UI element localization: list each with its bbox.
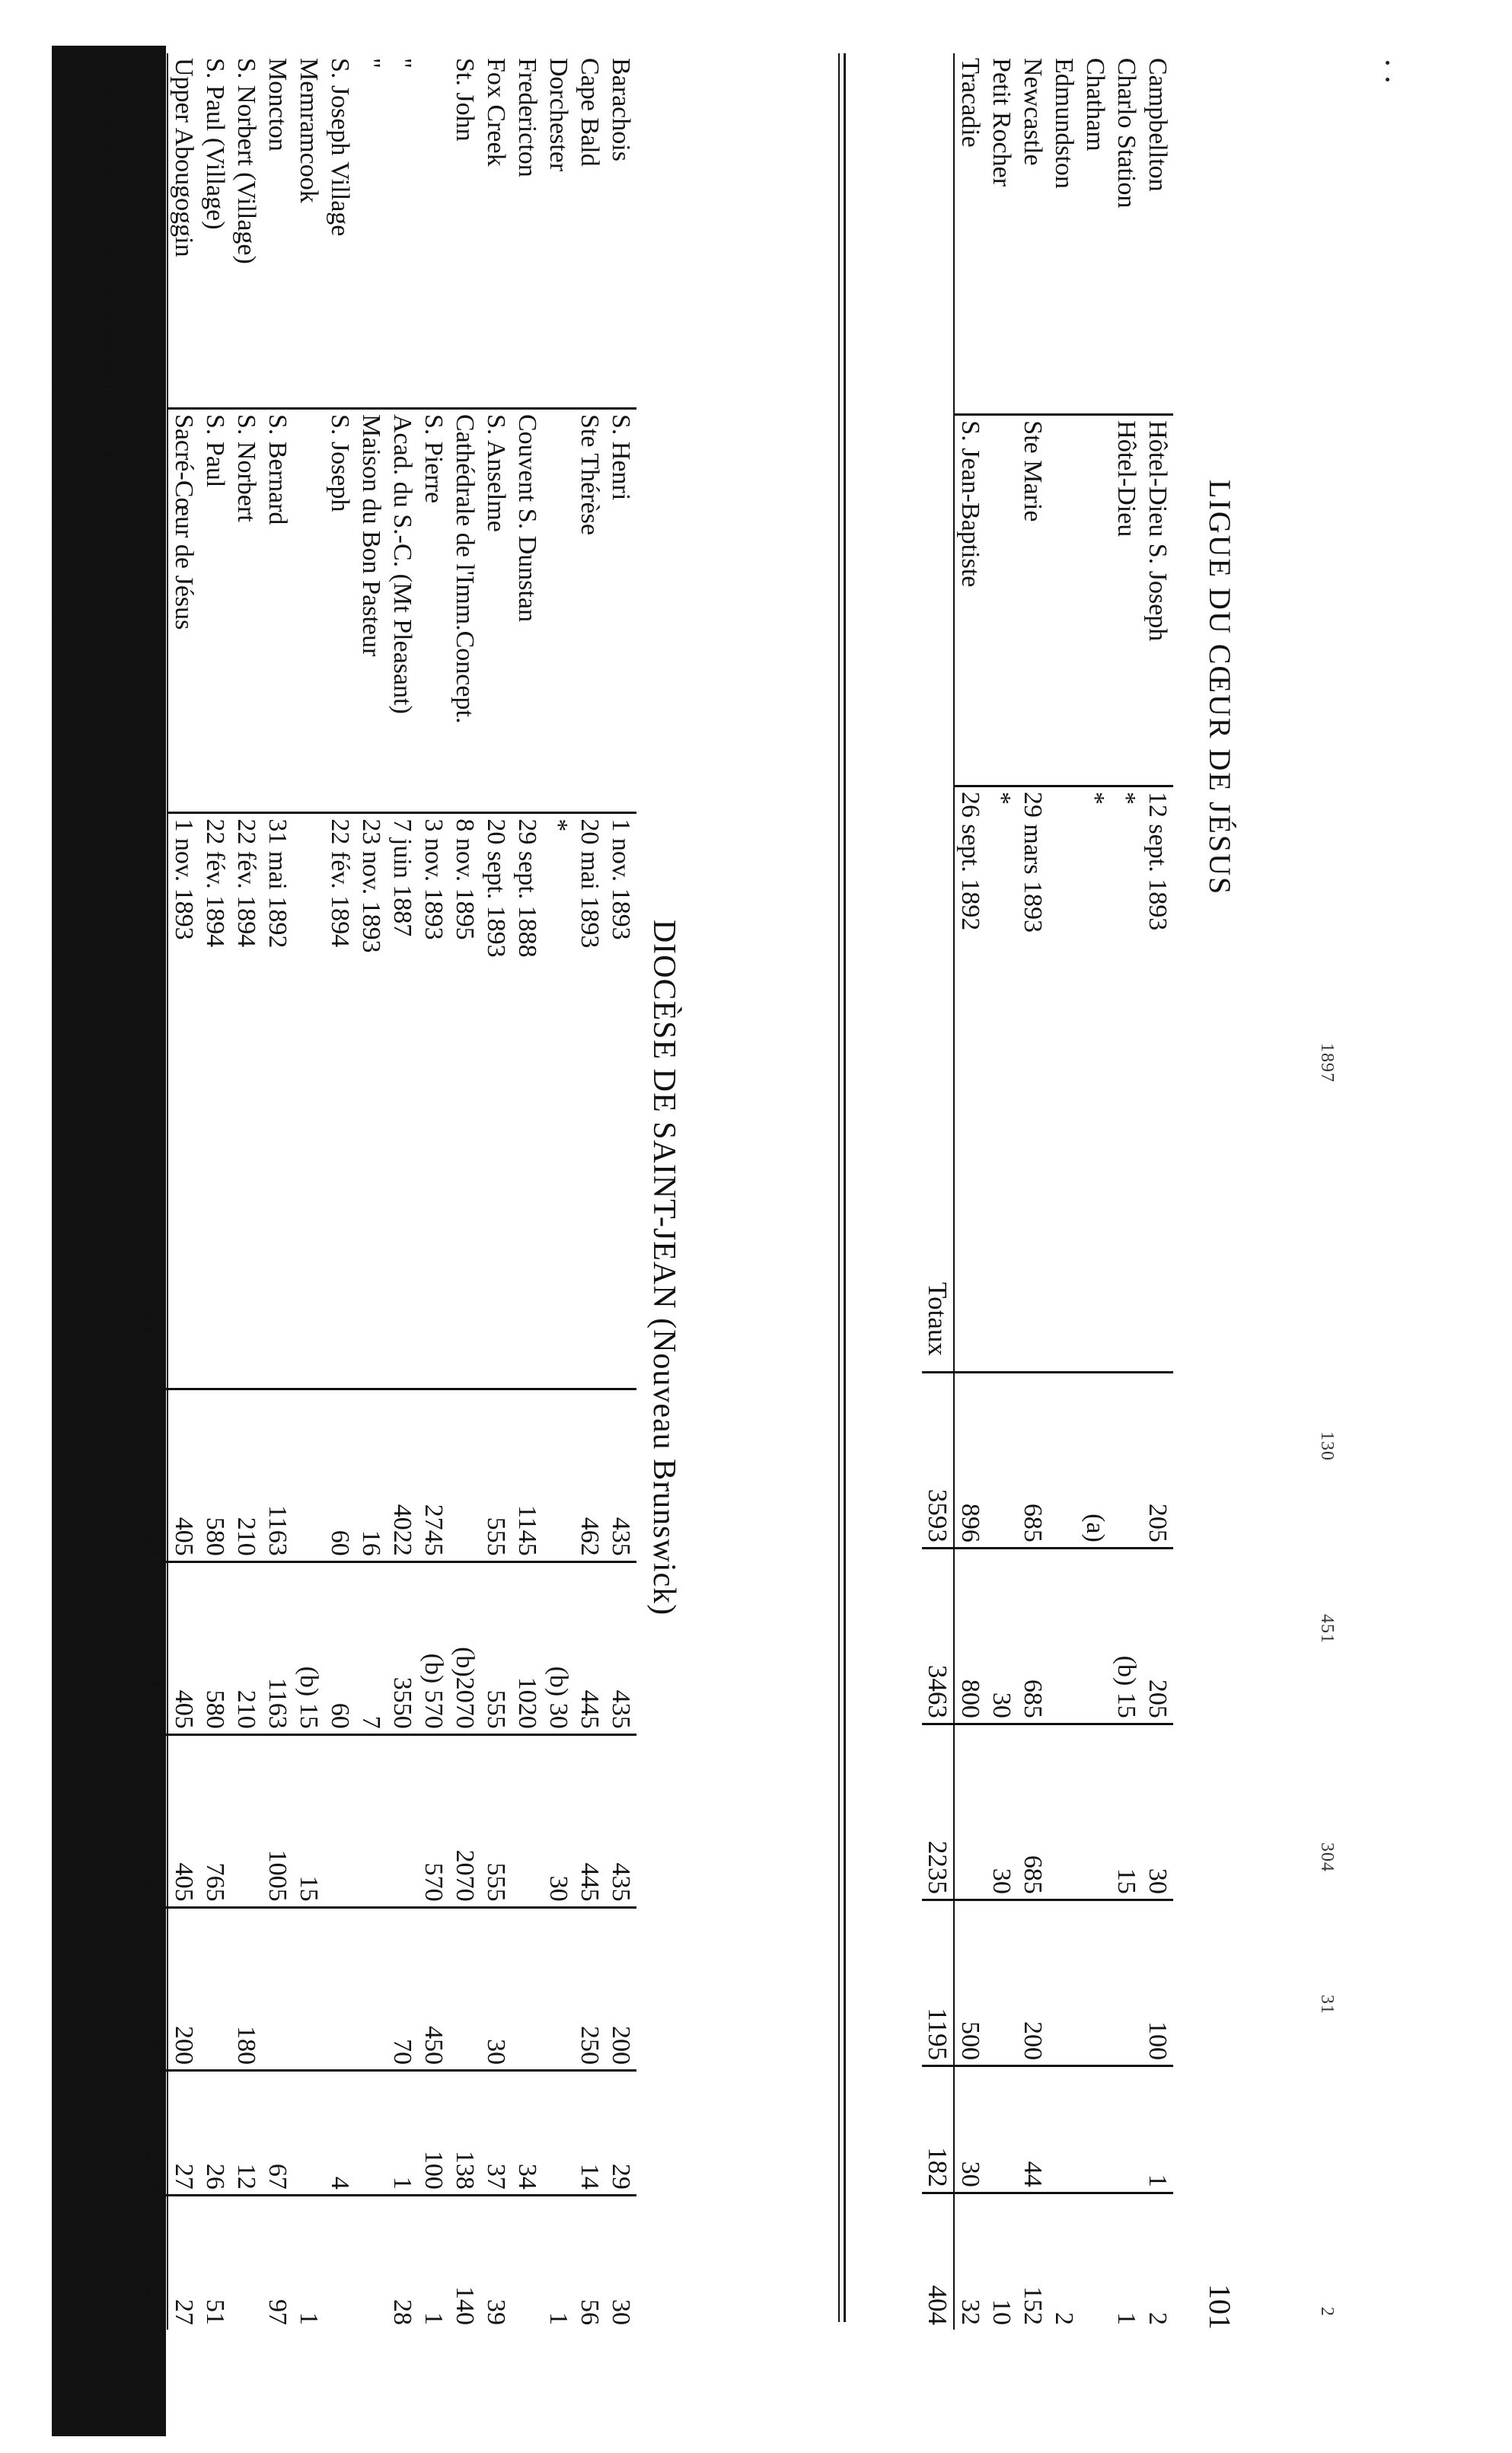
count-cell-c4 [1111,1900,1142,2065]
count-cell-c4: 100 [1142,1900,1173,2065]
cropped-number: 2 [1317,2307,1337,2317]
spacer-cell [449,1130,480,1389]
count-cell-c2: 205 [1142,1548,1173,1724]
count-cell-c6: 28 [387,2195,418,2330]
spacer-cell [231,1130,262,1389]
count-cell-c1: 435 [605,1389,636,1561]
spacer-cell [167,1130,199,1389]
date-cell: 22 fév. 1894 [324,813,356,1130]
parish-cell: St. John [451,58,480,142]
date-cell: 22 fév. 1894 [231,813,262,1130]
spacer-cell [543,1130,574,1389]
table-row [293,53,324,2330]
count-cell-c6: 32 [954,2193,986,2330]
count-cell-c2: 435 [605,1561,636,1734]
centre-cell: Acad. du S.-C. (Mt Pleasant) [387,409,418,813]
count-cell-c2: 1020 [512,1561,543,1734]
footnote-rule [128,53,130,2322]
centre-cell [1048,415,1080,786]
count-cell-c5: 26 [199,2071,231,2196]
count-cell-c5 [1048,2065,1080,2193]
table-row [512,53,543,2330]
count-cell-c2: 685 [1017,1548,1048,1724]
date-cell: * [1111,786,1142,1108]
date-cell: 7 juin 1887 [387,813,418,1130]
parish-cell: Dorchester [544,58,573,172]
count-cell-c6: 56 [574,2195,605,2330]
count-cell-c1: 205 [1142,1372,1173,1548]
centre-cell: S. Henri [605,409,636,813]
total-cell-c2: 3463 [922,1548,954,1724]
count-cell-c3 [954,1724,986,1900]
count-cell-c4: 70 [387,1907,418,2070]
count-cell-c3: 685 [1017,1724,1048,1900]
spacer-cell [1111,1108,1142,1372]
count-cell-c3: 15 [293,1734,324,1907]
count-cell-c5: 27 [167,2071,199,2196]
date-cell: 29 mars 1893 [1017,786,1048,1108]
count-cell-c5 [356,2071,387,2196]
count-cell-c3: 405 [167,1734,199,1907]
count-cell-c1: 1163 [262,1389,293,1561]
count-cell-c3: 30 [986,1724,1017,1900]
date-cell: 29 sept. 1888 [512,813,543,1130]
total-cell-c3: 6295 [136,1734,167,1907]
centre-cell [1080,415,1111,786]
table-row [1142,53,1173,2330]
spacer-cell [356,1130,387,1389]
date-cell: 1 nov. 1893 [605,813,636,1130]
diocese-heading: DIOCÈSE DE SAINT-JEAN (Nouveau Brunswick) [646,919,681,1616]
count-cell-c5: 12 [231,2071,262,2196]
count-cell-c6: 30 [605,2195,636,2330]
parish-cell: Fox Creek [482,58,511,167]
count-cell-c3 [1048,1724,1080,1900]
count-cell-c1: 462 [574,1389,605,1561]
count-cell-c2: (b) 15 [293,1561,324,1734]
count-cell-c5: 100 [418,2071,449,2196]
count-cell-c1: 210 [231,1389,262,1561]
running-header [1192,297,1238,2330]
parish-cell: " [357,58,386,69]
count-cell-c6 [1080,2193,1111,2330]
count-cell-c2: 555 [480,1561,512,1734]
total-cell-c6: 471 [136,2195,167,2330]
parish-cell: Upper Abougoggin [170,58,199,257]
count-cell-c4 [449,1907,480,2070]
total-cell-c1: 11798 [136,1389,167,1561]
table-row [543,53,574,2330]
count-cell-c2 [1080,1548,1111,1724]
centre-cell: Ste Thérèse [574,409,605,813]
totals-label: Totaux [136,53,167,1389]
count-cell-c3: 30 [543,1734,574,1907]
table-row [480,53,512,2330]
total-cell-c1: 3593 [922,1372,954,1548]
count-cell-c2: 7 [356,1561,387,1734]
count-cell-c4: 250 [574,1907,605,2070]
count-cell-c2: 30 [986,1548,1017,1724]
count-cell-c2 [1048,1548,1080,1724]
date-cell: 22 fév. 1894 [199,813,231,1130]
parish-cell: Memramcook [295,58,324,203]
count-cell-c6: 1 [1111,2193,1142,2330]
count-cell-c3 [231,1734,262,1907]
centre-cell [986,415,1017,786]
date-cell: * [986,786,1017,1108]
parish-cell [418,53,449,409]
count-cell-c3: 555 [480,1734,512,1907]
spacer-cell [512,1130,543,1389]
table-row [387,53,418,2330]
table-row [449,53,480,2330]
spacer-cell [986,1108,1017,1372]
date-cell: 20 sept. 1893 [480,813,512,1130]
count-cell-c6: 1 [543,2195,574,2330]
total-cell-c3: 2235 [922,1724,954,1900]
spacer-cell [1048,1108,1080,1372]
spacer-cell [199,1130,231,1389]
count-cell-c5: 138 [449,2071,480,2196]
date-cell: 12 sept. 1893 [1142,786,1173,1108]
count-cell-c4: 180 [231,1907,262,2070]
count-cell-c5: 34 [512,2071,543,2196]
centre-cell: S. Bernard [262,409,293,813]
count-cell-c4 [1080,1900,1111,2065]
parish-cell: S. Paul (Village) [201,58,230,230]
table-archdiocese-section [922,53,1173,2330]
count-cell-c5: 4 [324,2071,356,2196]
count-cell-c3: 15 [1111,1724,1142,1900]
count-cell-c2: 1163 [262,1561,293,1734]
spacer-cell [480,1130,512,1389]
count-cell-c6: 2 [1048,2193,1080,2330]
count-cell-c1: 4022 [387,1389,418,1561]
spacer-cell [954,1108,986,1372]
count-cell-c4: 500 [954,1900,986,2065]
count-cell-c1 [449,1389,480,1561]
centre-cell: Ste Marie [1017,415,1048,786]
page-number: 101 [1203,2284,1237,2330]
count-cell-c5 [293,2071,324,2196]
count-cell-c1: 555 [480,1389,512,1561]
count-cell-c1: 405 [167,1389,199,1561]
spacer-cell [418,1130,449,1389]
count-cell-c6: 1 [293,2195,324,2330]
count-cell-c1: 60 [324,1389,356,1561]
centre-cell: Cathédrale de l'Imm.Concept. [449,409,480,813]
date-cell: * [1080,786,1111,1108]
spacer-cell [1142,1108,1173,1372]
count-cell-c2: 580 [199,1561,231,1734]
cropped-number: 451 [1317,1614,1337,1644]
count-cell-c5 [543,2071,574,2196]
count-cell-c4 [324,1907,356,2070]
count-cell-c6 [324,2195,356,2330]
table-row [199,53,231,2330]
parish-cell: Tracadie [956,58,985,148]
count-cell-c4 [512,1907,543,2070]
count-cell-c3 [356,1734,387,1907]
count-cell-c6: 152 [1017,2193,1048,2330]
total-cell-c5: 489 [136,2071,167,2196]
table-row [231,53,262,2330]
centre-cell: Couvent S. Dunstan [512,409,543,813]
count-cell-c4 [986,1900,1017,2065]
count-cell-c5: 44 [1017,2065,1048,2193]
totals-row [136,53,167,2330]
count-cell-c6 [231,2195,262,2330]
date-cell: 20 mai 1893 [574,813,605,1130]
table-saint-jean-diocese [136,53,636,2330]
count-cell-c6: 2 [1142,2193,1173,2330]
total-cell-c2: 11115 [136,1561,167,1734]
count-cell-c2: (b) 15 [1111,1548,1142,1724]
footnote: * L'agrégation de ce Centre ne figure pas sur nos Registres. [99,53,119,488]
parish-cell: Newcastle [1019,58,1048,166]
count-cell-c1: 685 [1017,1372,1048,1548]
spacer-cell [605,1130,636,1389]
date-cell: 3 nov. 1893 [418,813,449,1130]
cropped-number: 1897 [1317,1043,1337,1083]
centre-cell: S. Jean-Baptiste [954,415,986,786]
count-cell-c4 [262,1907,293,2070]
count-cell-c2: (b) 570 [418,1561,449,1734]
count-cell-c2: 210 [231,1561,262,1734]
centre-cell: Hôtel-Dieu S. Joseph [1142,415,1173,786]
table-row [1080,53,1111,2330]
table-row [954,53,986,2330]
count-cell-c5 [1080,2065,1111,2193]
date-cell [1048,786,1080,1108]
count-cell-c5: 30 [954,2065,986,2193]
table-row [262,53,293,2330]
centre-cell: S. Joseph [324,409,356,813]
totals-row [922,53,954,2330]
spacer-cell [574,1130,605,1389]
centre-cell [543,409,574,813]
date-cell: 26 sept. 1892 [954,786,986,1108]
total-cell-c5: 182 [922,2065,954,2193]
count-cell-c5: 14 [574,2071,605,2196]
footnote: (a) Le rapport de ce Centre ne nous est pas parvenu. [76,53,96,434]
centre-cell: S. Pierre [418,409,449,813]
count-cell-c2: (b)2070 [449,1561,480,1734]
count-cell-c4 [199,1907,231,2070]
table-row [324,53,356,2330]
table-row [574,53,605,2330]
count-cell-c6: 27 [167,2195,199,2330]
count-cell-c5 [1111,2065,1142,2193]
total-cell-c4: 1195 [922,1900,954,2065]
count-cell-c3 [387,1734,418,1907]
count-cell-c3 [1080,1724,1111,1900]
count-cell-c2: 60 [324,1561,356,1734]
count-cell-c1: 580 [199,1389,231,1561]
count-cell-c3: 445 [574,1734,605,1907]
count-cell-c4 [543,1907,574,2070]
table-row [1017,53,1048,2330]
count-cell-c1: 16 [356,1389,387,1561]
total-cell-c6: 404 [922,2193,954,2330]
totals-label: Totaux [922,53,954,1372]
count-cell-c5: 37 [480,2071,512,2196]
count-cell-c5: 1 [1142,2065,1173,2193]
table-row [418,53,449,2330]
count-cell-c1 [543,1389,574,1561]
count-cell-c5: 1 [387,2071,418,2196]
count-cell-c5 [986,2065,1017,2193]
count-cell-c1 [1111,1372,1142,1548]
count-cell-c6: 97 [262,2195,293,2330]
date-cell: 23 nov. 1893 [356,813,387,1130]
centre-cell: S. Paul [199,409,231,813]
count-cell-c4: 30 [480,1907,512,2070]
count-cell-c1: 1145 [512,1389,543,1561]
count-cell-c3: 435 [605,1734,636,1907]
count-cell-c1: 896 [954,1372,986,1548]
table-row [1111,53,1142,2330]
parish-cell: " [388,58,417,69]
count-cell-c6: 51 [199,2195,231,2330]
centre-cell: Hôtel-Dieu [1111,415,1142,786]
count-cell-c6: 140 [449,2195,480,2330]
count-cell-c2: 3550 [387,1561,418,1734]
parish-cell: Edmundston [1050,58,1079,189]
centre-cell [293,409,324,813]
count-cell-c6: 1 [418,2195,449,2330]
date-cell: 1 nov. 1893 [167,813,199,1130]
count-cell-c2: 405 [167,1561,199,1734]
table-row [605,53,636,2330]
centre-cell: S. Anselme [480,409,512,813]
footnote: (b) Le nombre des membres actuels du 1er degré ne nous ayant pas été fourni, nous l'avons évalué d'après celui du 2ème degré. [53,53,73,984]
spacer-cell [262,1130,293,1389]
total-cell-c4: 1380 [136,1907,167,2070]
count-cell-c4: 450 [418,1907,449,2070]
table-row [356,53,387,2330]
count-cell-c5: 67 [262,2071,293,2196]
count-cell-c2: 445 [574,1561,605,1734]
count-cell-c3 [512,1734,543,1907]
page-title: LIGUE DU CŒUR DE JÉSUS [1203,480,1237,896]
count-cell-c1 [986,1372,1017,1548]
count-cell-c4: 200 [1017,1900,1048,2065]
count-cell-c4 [293,1907,324,2070]
count-cell-c5: 29 [605,2071,636,2196]
parish-cell: Barachois [607,58,636,161]
parish-cell: Cape Bald [576,58,604,167]
count-cell-c3: 1005 [262,1734,293,1907]
spacer-cell [293,1130,324,1389]
spacer-cell [324,1130,356,1389]
count-cell-c4: 200 [167,1907,199,2070]
parish-cell: Moncton [263,58,292,152]
date-cell [293,813,324,1130]
count-cell-c4 [356,1907,387,2070]
count-cell-c3 [324,1734,356,1907]
count-cell-c1: (a) [1080,1372,1111,1548]
parish-cell: Campbellton [1144,58,1172,192]
date-cell: 31 mai 1892 [262,813,293,1130]
spacer-cell [1080,1108,1111,1372]
count-cell-c3: 2070 [449,1734,480,1907]
count-cell-c1: 2745 [418,1389,449,1561]
count-cell-c3: 30 [1142,1724,1173,1900]
count-cell-c3: 765 [199,1734,231,1907]
centre-cell: S. Norbert [231,409,262,813]
table-row [167,53,199,2330]
count-cell-c2: 800 [954,1548,986,1724]
parish-cell: S. Joseph Village [326,58,355,237]
spacer-cell [387,1130,418,1389]
centre-cell: Maison du Bon Pasteur [356,409,387,813]
parish-cell: Charlo Station [1112,58,1141,209]
table-row [986,53,1017,2330]
cropped-number: 31 [1317,1995,1337,2014]
spacer-cell [1017,1108,1048,1372]
section-divider [838,53,846,2322]
cropped-number: 304 [1317,1842,1337,1872]
count-cell-c4: 200 [605,1907,636,2070]
count-cell-c6: 39 [480,2195,512,2330]
count-cell-c3: 570 [418,1734,449,1907]
table-row [1048,53,1080,2330]
count-cell-c1 [293,1389,324,1561]
count-cell-c4 [1048,1900,1080,2065]
centre-cell: Sacré-Cœur de Jésus [167,409,199,813]
cropped-number: 130 [1317,1431,1337,1461]
date-cell: * [543,813,574,1130]
parish-cell: Chatham [1081,58,1110,152]
date-cell: 8 nov. 1895 [449,813,480,1130]
count-cell-c1 [1048,1372,1080,1548]
count-cell-c2: (b) 30 [543,1561,574,1734]
count-cell-c6 [512,2195,543,2330]
count-cell-c6 [356,2195,387,2330]
parish-cell: S. Norbert (Village) [232,58,261,264]
parish-cell: Fredericton [513,58,542,177]
parish-cell: Petit Rocher [987,58,1016,187]
count-cell-c6: 10 [986,2193,1017,2330]
